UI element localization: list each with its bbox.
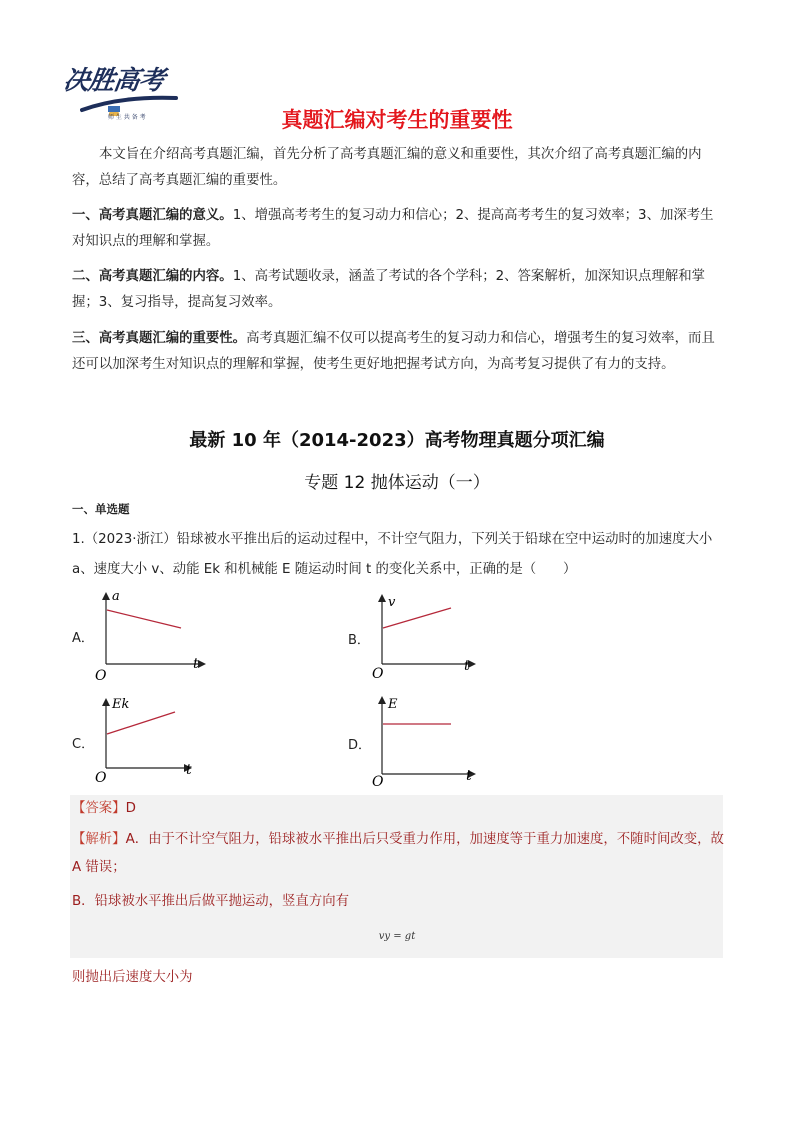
x-axis-arrow-icon [198, 660, 206, 668]
analysis-text-b: B．铅球被水平推出后做平抛运动，竖直方向有 [72, 894, 349, 909]
origin-label: O [372, 666, 384, 682]
y-axis-label: Ek [112, 697, 130, 712]
document-title: 真题汇编对考生的重要性 [281, 108, 513, 132]
y-axis-label: v [388, 595, 396, 610]
formula-vy: vy = gt [378, 931, 416, 942]
analysis-text-a: A．由于不计空气阻力，铅球被水平推出后只受重力作用，加速度等于重力加速度，不随时间改变，故 A 错误； [72, 832, 724, 875]
trend-line [107, 712, 175, 734]
point-importance [72, 326, 722, 378]
x-axis-label: t [193, 656, 199, 672]
y-axis-label: E [388, 697, 398, 712]
topic-subtitle: 专题 12 抛体运动（一） [304, 473, 490, 493]
option-d-graph [368, 692, 488, 788]
trend-line [383, 608, 451, 628]
point-content [72, 264, 722, 316]
option-b-graph [368, 590, 488, 682]
option-d-label: D． [348, 738, 372, 753]
origin-label: O [95, 770, 107, 786]
y-axis-label: a [112, 589, 120, 604]
x-axis-label: t [186, 762, 192, 778]
x-axis-label: t [464, 658, 470, 674]
point-heading: 一、高考真题汇编的意义。 [72, 208, 233, 223]
trend-line [107, 610, 181, 628]
y-axis-arrow-icon [378, 696, 386, 704]
logo-subtext: 师 生 共 备 考 [108, 114, 146, 121]
collection-title: 最新 10 年（2014-2023）高考物理真题分项汇编 [189, 430, 605, 451]
section-heading: 一、单选题 [72, 502, 130, 516]
question-stem: 1.（2023·浙江）铅球被水平推出后的运动过程中，不计空气阻力，下列关于铅球在空中运动时的加速度大小 a、速度大小 v、动能 Ek 和机械能 E 随运动时间 t 的变化关系中，正确的是（ ） [72, 532, 713, 577]
point-heading: 二、高考真题汇编的内容。 [72, 269, 233, 284]
answer-line [72, 795, 136, 823]
y-axis-arrow-icon [102, 592, 110, 600]
continuation-text: 则抛出后速度大小为 [72, 970, 193, 985]
option-a-graph [90, 588, 210, 684]
analysis-tag: 【解析】 [72, 832, 126, 847]
answer-tag: 【答案】 [72, 801, 126, 816]
option-a-label: A． [72, 631, 94, 646]
point-meaning [72, 203, 722, 255]
origin-label: O [95, 668, 107, 684]
y-axis-arrow-icon [378, 594, 386, 602]
analysis-line [72, 826, 727, 882]
option-b-label: B． [348, 633, 370, 648]
point-body: 高考真题汇编不仅可以提高考生的复习动力和信心，增强考生的复习效率，而且还可以加深考生对知识点的理解和掌握，使考生更好地把握考试方向，为高考复习提供了有力的支持。 [72, 331, 715, 372]
answer-value: D [125, 801, 136, 816]
y-axis-arrow-icon [102, 698, 110, 706]
option-c-graph [90, 692, 210, 784]
x-axis-label: t [466, 768, 472, 784]
point-heading: 三、高考真题汇编的重要性。 [72, 331, 247, 346]
point-body: 1、高考试题收录，涵盖了考试的各个学科；2、答案解析，加深知识点理解和掌握；3、复习指导，提高复习效率。 [72, 269, 706, 310]
origin-label: O [372, 774, 384, 790]
option-c-label: C． [72, 737, 95, 752]
logo-text: 决胜高考 [61, 66, 166, 96]
point-body: 1、增强高考考生的复习动力和信心；2、提高高考考生的复习效率；3、加深考生对知识点的理解和掌握。 [72, 208, 714, 249]
intro-paragraph: 本文旨在介绍高考真题汇编，首先分析了高考真题汇编的意义和重要性，其次介绍了高考真题汇编的内容，总结了高考真题汇编的重要性。 [72, 147, 702, 188]
